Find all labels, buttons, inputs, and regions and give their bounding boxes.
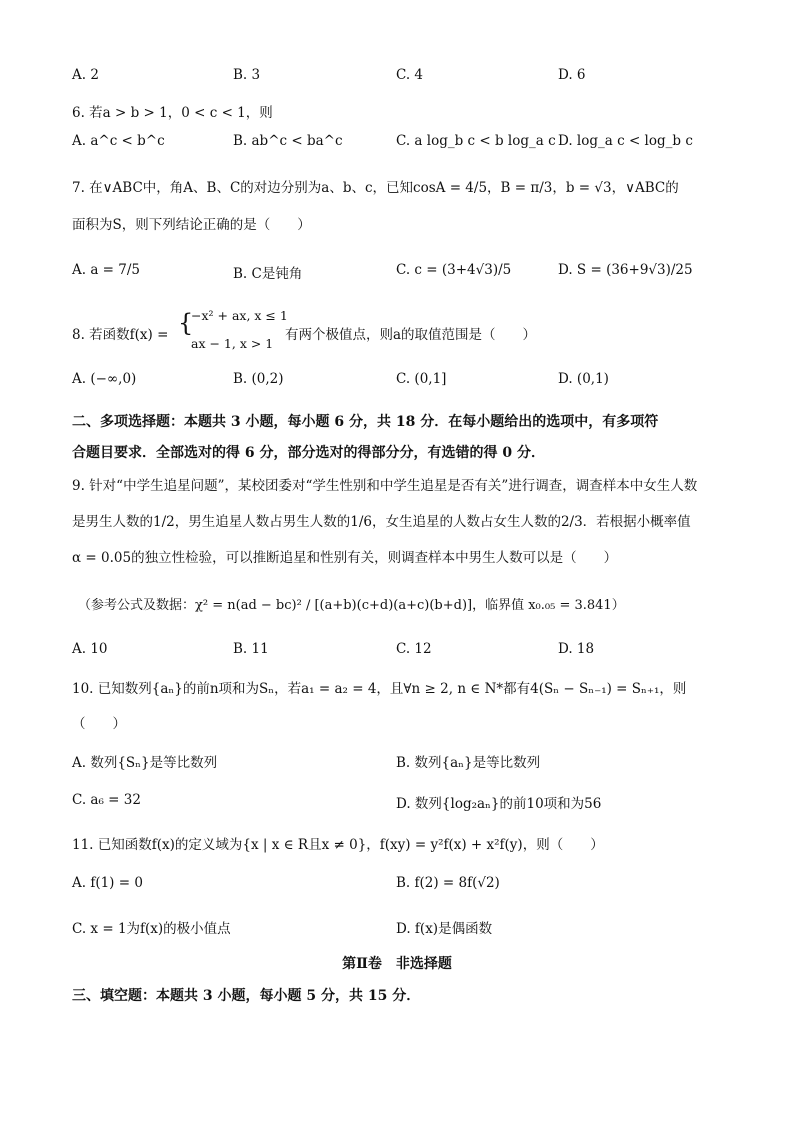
- q11-option-a: A. f(1) = 0: [72, 875, 143, 891]
- q9-option-a: A. 10: [72, 641, 108, 657]
- q8-option-c: C. (0,1]: [396, 371, 447, 387]
- q9-line2: 是男生人数的1/2，男生追星人数占男生人数的1/6，女生追星的人数占女生人数的2/3．若根据小概率值: [72, 514, 691, 530]
- q9-option-b: B. 11: [233, 641, 269, 657]
- q10-option-b: B. 数列{aₙ}是等比数列: [396, 755, 541, 771]
- q10-line1: 10. 已知数列{aₙ}的前n项和为Sₙ，若a₁ = a₂ = 4，且∀n ≥ 2, n ∈ N*都有4(Sₙ − Sₙ₋₁) = Sₙ₊₁，则: [72, 681, 687, 697]
- section2-heading-line1: 二、多项选择题：本题共 3 小题，每小题 6 分，共 18 分．在每小题给出的选项中，有多项符: [72, 414, 659, 430]
- q8-stem-suffix: 有两个极值点，则a的取值范围是（ ）: [285, 327, 537, 343]
- q11-line1: 11. 已知函数f(x)的定义域为{x | x ∈ R且x ≠ 0}，f(xy) = y²f(x) + x²f(y)，则（ ）: [72, 837, 604, 853]
- section2-heading-line2: 合题目要求．全部选对的得 6 分，部分选对的得部分分，有选错的得 0 分．: [72, 445, 545, 461]
- q8-piece-1: −x² + ax, x ≤ 1: [191, 308, 288, 323]
- q7-option-a: A. a = 7/5: [72, 262, 141, 278]
- q9-option-d: D. 18: [558, 641, 595, 657]
- q7-option-c: C. c = (3+4√3)/5: [396, 262, 512, 278]
- q8-option-d: D. (0,1): [558, 371, 609, 387]
- q11-option-b: B. f(2) = 8f(√2): [396, 875, 500, 891]
- q9-line3: α = 0.05的独立性检验，可以推断追星和性别有关，则调查样本中男生人数可以是（ ）: [72, 550, 618, 566]
- q9-line1: 9. 针对“中学生追星问题”，某校团委对“学生性别和中学生追星是否有关”进行调查，调查样本中女生人数: [72, 478, 698, 494]
- q6-option-a: A. a^c < b^c: [72, 133, 165, 149]
- q9-formula: （参考公式及数据：χ² = n(ad − bc)² / [(a+b)(c+d)(a+c)(b+d)]，临界值 x₀.₀₅ = 3.841）: [78, 598, 625, 613]
- section3-heading: 三、填空题：本题共 3 小题，每小题 5 分，共 15 分．: [72, 988, 421, 1004]
- q10-option-c: C. a₆ = 32: [72, 792, 141, 808]
- q7-option-b: B. C是钝角: [233, 266, 303, 282]
- q7-stem-line2: 面积为S，则下列结论正确的是（ ）: [72, 217, 311, 233]
- q8-option-a: A. (−∞,0): [72, 371, 137, 387]
- q11-option-d: D. f(x)是偶函数: [396, 921, 493, 937]
- q8-brace: {: [178, 309, 194, 337]
- q7-option-d: D. S = (36+9√3)/25: [558, 262, 693, 278]
- q5-option-a: A. 2: [72, 67, 99, 83]
- q6-option-d: D. log_a c < log_b c: [558, 133, 693, 149]
- q11-option-c: C. x = 1为f(x)的极小值点: [72, 921, 231, 937]
- part2-title: 第Ⅱ卷 非选择题: [342, 956, 452, 972]
- q10-line2: （ ）: [72, 716, 126, 732]
- q6-stem: 6. 若a > b > 1，0 < c < 1，则: [72, 105, 273, 121]
- q8-option-b: B. (0,2): [233, 371, 284, 387]
- q10-option-d: D. 数列{log₂aₙ}的前10项和为56: [396, 796, 602, 812]
- q6-option-b: B. ab^c < ba^c: [233, 133, 343, 149]
- q8-stem-prefix: 8. 若函数f(x) =: [72, 327, 169, 343]
- q9-option-c: C. 12: [396, 641, 432, 657]
- q8-piece-2: ax − 1, x > 1: [191, 336, 274, 351]
- q10-option-a: A. 数列{Sₙ}是等比数列: [72, 755, 218, 771]
- q5-option-c: C. 4: [396, 67, 424, 83]
- q6-option-c: C. a log_b c < b log_a c: [396, 133, 556, 149]
- q7-stem-line1: 7. 在∨ABC中，角A、B、C的对边分别为a、b、c，已知cosA = 4/5，B = π/3，b = √3，∨ABC的: [72, 180, 679, 196]
- q5-option-d: D. 6: [558, 67, 586, 83]
- q5-option-b: B. 3: [233, 67, 261, 83]
